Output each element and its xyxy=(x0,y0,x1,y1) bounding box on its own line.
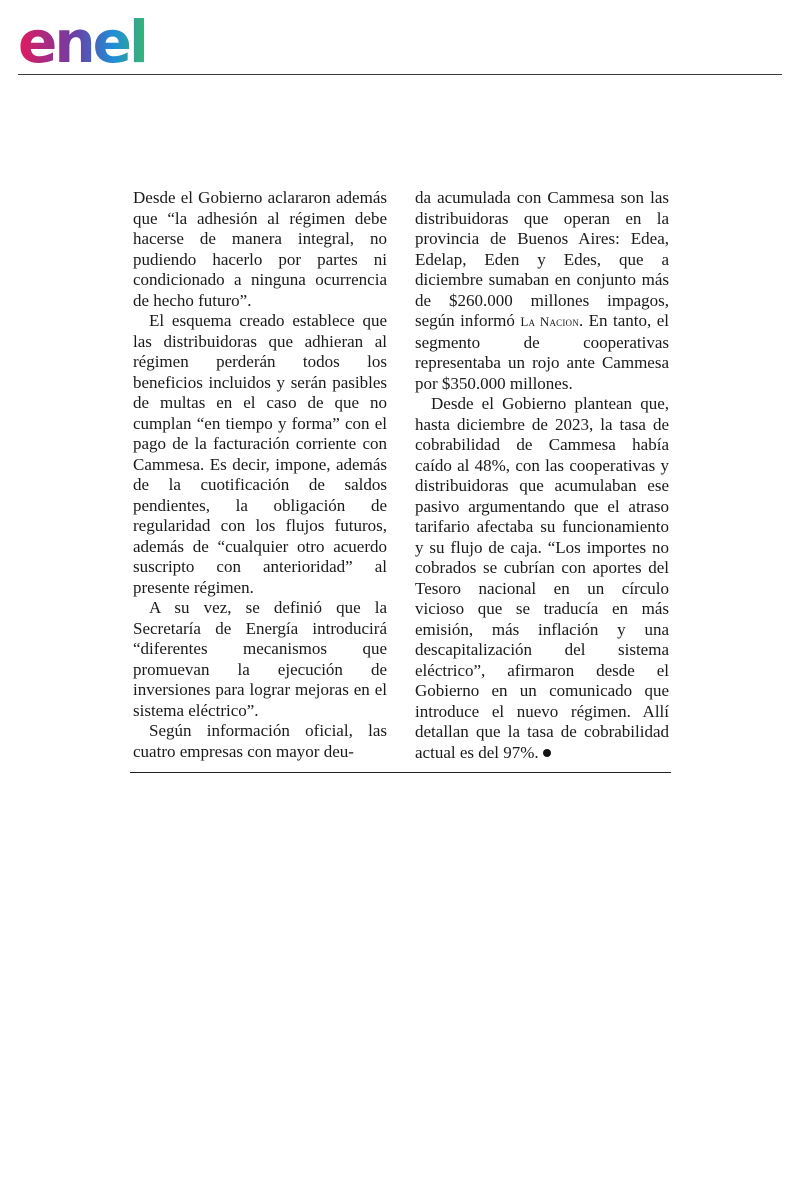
text-span: Desde el Gobierno plantean que, hasta diciembre de 2023, la tasa de cobrabilidad de Cammesa había caído al 48%, con las cooperativas y distribuidoras que acumulaban ese pasivo argumentando que el atraso tarifario afectaba su funcionamiento y su flujo de caja. “Los importes no cobrados se cubrían con aportes del Tesoro nacional en un círculo vicioso que se traducía en más emisión, más inflación y una descapitalización del sistema eléctrico”, afirmaron desde el Gobierno en un comunicado que introduce el nuevo régimen. Allí detallan que la tasa de cobrabilidad actual es del 97%. xyxy=(415,394,669,762)
paragraph: El esquema creado establece que las distribuidoras que adhieran al régimen perderán todos los beneficios incluidos y serán pasibles de multas en el caso de que no cumplan “en tiempo y forma” con el pago de la facturación corriente con Cammesa. Es decir, impone, además de la cuotificación de saldos pendientes, la obligación de regularidad con los flujos futuros, además de “cualquier otro acuerdo suscripto con anterioridad” al presente régimen. xyxy=(133,311,387,597)
text-span: da acumulada con Cammesa son las distribuidoras que operan en la provincia de Buenos Aires: Edea, Edelap, Eden y Edes, que a diciembre sumaban en conjunto más de $260.000 millones impagos, según informó xyxy=(415,188,669,330)
text-span: . En tanto, el segmento de cooperativas representaba un rojo ante Cammesa por $350.000 millones. xyxy=(415,311,669,393)
newspaper-brand: La Nacion xyxy=(520,314,579,329)
enel-logo xyxy=(18,8,178,68)
article-column-left xyxy=(133,188,387,763)
paragraph: Desde el Gobierno aclararon además que “la adhesión al régimen debe hacerse de manera integral, no pudiendo hacerlo por partes ni condicionado a ninguna ocurrencia de hecho futuro”. xyxy=(133,188,387,310)
article-bottom-divider xyxy=(130,772,671,773)
header-divider xyxy=(18,74,782,75)
paragraph xyxy=(415,188,669,394)
article-columns xyxy=(133,188,669,763)
end-bullet-icon xyxy=(543,749,551,757)
paragraph xyxy=(415,394,669,763)
paragraph: A su vez, se definió que la Secretaría de Energía introducirá “diferentes mecanismos que promuevan la ejecución de inversiones para lograr mejoras en el sistema eléctrico”. xyxy=(133,598,387,720)
article-body xyxy=(133,188,669,763)
svg-text:enel: enel xyxy=(18,8,146,68)
paragraph: Según información oficial, las cuatro empresas con mayor deu- xyxy=(133,721,387,761)
article-column-right xyxy=(415,188,669,763)
